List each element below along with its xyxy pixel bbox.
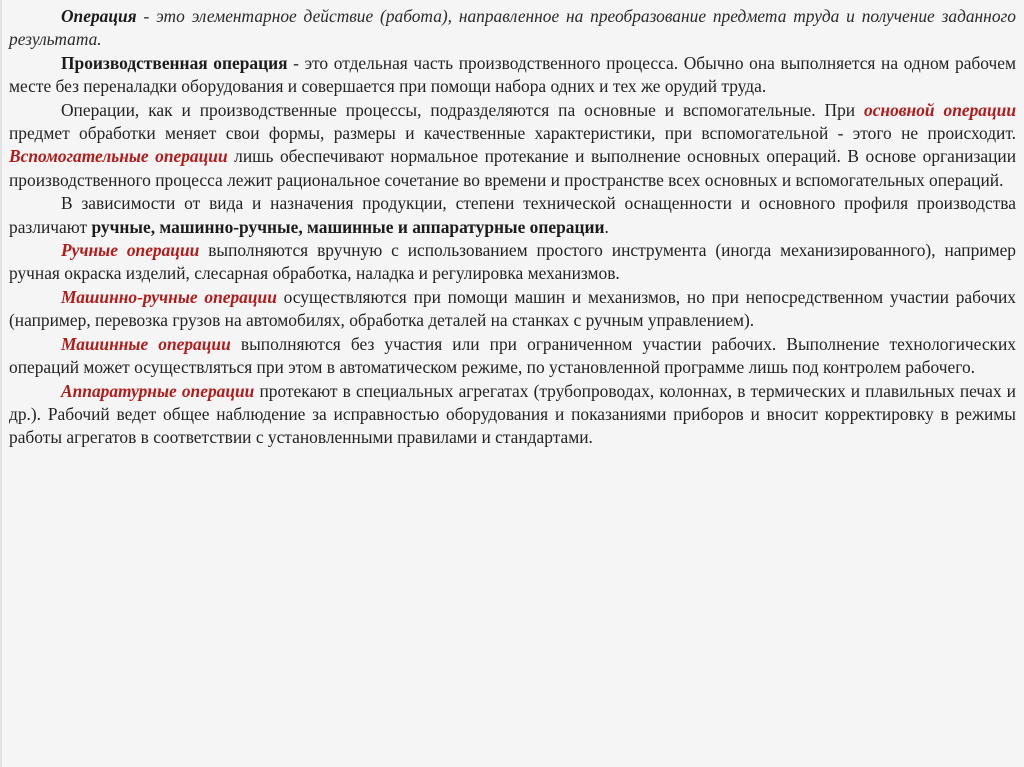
paragraph-machine-manual-operations <box>9 286 1016 333</box>
term-production-operation: Производственная операция <box>61 52 288 73</box>
text-apparatus-operations: протекают в специальных агрегатах (трубопроводах, колоннах, в термических и плавильных печах и др.). Рабочий ведет общее наблюдение за исправностью оборудования и показаниями приборов и вносит корректировку в режимы работы агрегатов в соответствии с установленными правилами и стандартами. <box>9 380 1016 448</box>
text-main-auxiliary-1: Операции, как и производственные процессы, подразделяются па основные и вспомогательные. При <box>61 99 865 120</box>
list-operation-types: ручные, машинно-ручные, машинные и аппаратурные операции <box>91 216 605 237</box>
term-operation: Операция <box>61 6 137 26</box>
text-main-auxiliary-2: предмет обработки меняет свои формы, размеры и качественные характеристики, при вспомогательной - этого не происходит. <box>9 123 1016 144</box>
paragraph-operation-types <box>9 192 1016 239</box>
term-apparatus-operations: Аппаратурные операции <box>61 380 255 401</box>
text-machine-operations: выполняются без участия или при ограниченном участии рабочих. Выполнение технологических операций может осуществляться при этом в автоматическом режиме, по установленной программе лишь под контролем рабочего. <box>9 333 1016 378</box>
term-auxiliary-operations: Вспомогательные операции <box>9 146 228 167</box>
term-manual-operations: Ручные операции <box>61 240 200 261</box>
slide-body <box>9 5 1016 450</box>
paragraph-apparatus-operations <box>9 380 1016 450</box>
text-production-operation: - это отдельная часть производственного процесса. Обычно она выполняется на одном рабочем месте без переналадки оборудования и совершается при помощи набора одних и тех же орудий труда. <box>9 52 1016 97</box>
text-manual-operations: выполняются вручную с использованием простого инструмента (иногда механизированного), например ручная окраска изделий, слесарная обработка, наладка и регулировка механизмов. <box>9 240 1016 284</box>
paragraph-manual-operations <box>9 239 1016 286</box>
text-operation-types-1: В зависимости от вида и назначения продукции, степени технической оснащенности и основного профиля производства различают <box>9 193 1016 237</box>
term-machine-operations: Машинные операции <box>61 333 231 354</box>
term-machine-manual-operations: Машинно-ручные операции <box>61 286 277 307</box>
paragraph-definition-operation <box>9 5 1016 52</box>
text-main-auxiliary-3: лишь обеспечивают нормальное протекание и выполнение основных операций. В основе организации производственного процесса лежит рациональное сочетание во времени и пространстве всех основных и вспомогательных операций. <box>9 146 1017 190</box>
paragraph-main-auxiliary <box>9 99 1016 193</box>
text-operation-types-2: . <box>604 216 609 237</box>
paragraph-machine-operations <box>9 333 1016 380</box>
text-machine-manual-operations: осуществляются при помощи машин и механизмов, но при непосредственном участии рабочих (например, перевозка грузов на автомобилях, обработка деталей на станках с ручным управлением). <box>9 286 1016 331</box>
paragraph-production-operation <box>9 52 1016 99</box>
definition-operation: - это элементарное действие (работа), направленное на преобразование предмета труда и получение заданного результата. <box>9 6 1016 50</box>
term-main-operation: основной операции <box>864 99 1016 120</box>
